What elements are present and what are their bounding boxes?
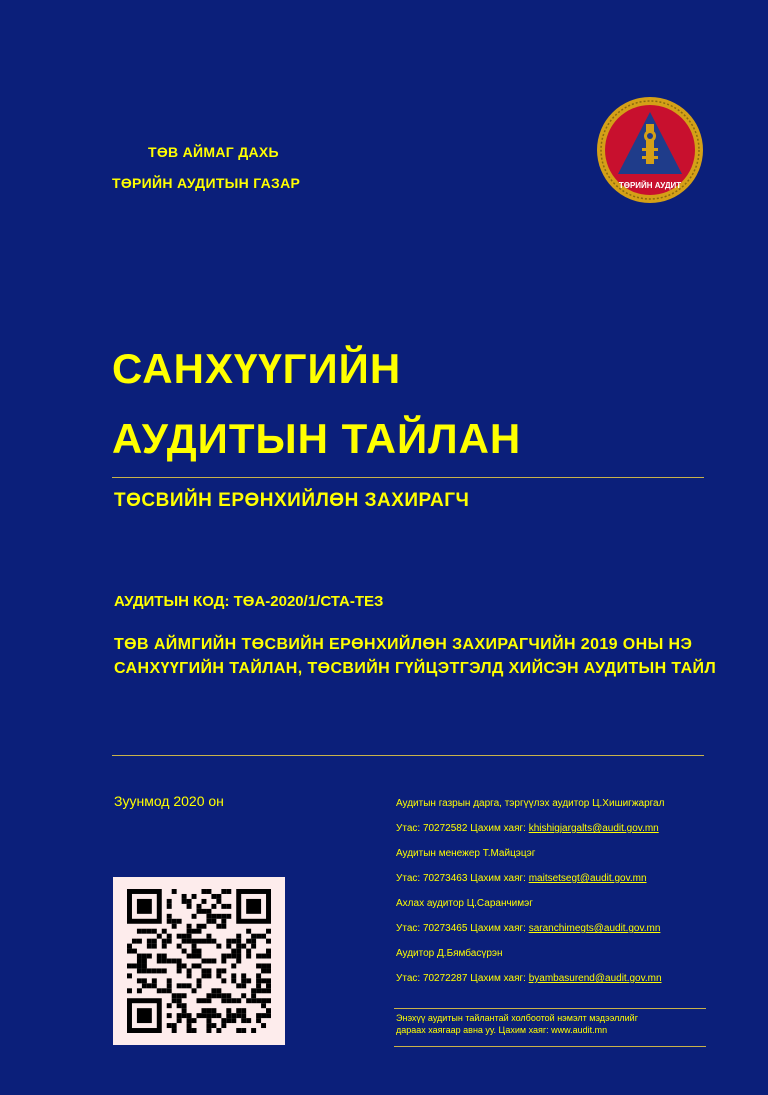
report-subtitle: ТӨСВИЙН ЕРӨНХИЙЛӨН ЗАХИРАГЧ [114,490,470,511]
contact-phone-row [396,872,664,897]
footnote [396,1012,638,1036]
contact-phone: Утас: 70272582 Цахим хаяг: [396,823,529,834]
footnote-line2: дараах хаягаар авна уу. Цахим хаяг: www.audit.mn [396,1025,608,1035]
place-date: Зуунмод 2020 он [114,793,224,809]
footnote-line1: Энэхүү аудитын тайлантай холбоотой нэмэлт мэдээллийг [396,1013,638,1023]
contact-email-link[interactable]: byambasurend@audit.gov.mn [528,973,662,984]
divider [112,755,704,756]
qr-code-icon [127,889,271,1033]
contact-phone: Утас: 70273463 Цахим хаяг: [396,873,529,884]
contact-phone: Утас: 70272287 Цахим хаяг: [396,973,529,984]
report-description-line2: САНХҮҮГИЙН ТАЙЛАН, ТӨСВИЙН ГҮЙЦЭТГЭЛД ХИЙСЭН АУДИТЫН ТАЙЛ [114,660,717,677]
contact-phone: Утас: 70273465 Цахим хаяг: [396,923,529,934]
contact-role: Ахлах аудитор Ц.Саранчимэг [396,898,533,909]
contact-email-link[interactable]: saranchimegts@audit.gov.mn [528,923,661,934]
soyombo-emblem-icon [596,96,704,204]
divider [112,477,704,478]
report-title-line2: АУДИТЫН ТАЙЛАН [112,415,522,462]
contact-role: Аудитын менежер Т.Майцэцэг [396,848,536,859]
contact-email-link[interactable]: khishigjargalts@audit.gov.mn [528,823,659,834]
contact-role: Аудитын газрын дарга, тэргүүлэх аудитор Ц.Хишигжаргал [396,798,665,809]
divider [394,1046,706,1047]
audit-code: АУДИТЫН КОД: ТӨА-2020/1/СТА-ТЕЗ [114,593,384,610]
organization-line1: ТӨВ АЙМАГ ДАХЬ [148,144,279,160]
contact-email-link[interactable]: maitsetsegt@audit.gov.mn [528,873,647,884]
divider [394,1008,706,1009]
organization-line2: ТӨРИЙН АУДИТЫН ГАЗАР [112,175,301,191]
report-title-line1: САНХҮҮГИЙН [112,345,402,392]
contact-phone-row [396,972,664,997]
qr-code [113,877,285,1045]
logo-text: ТӨРИЙН АУДИТ [618,181,682,190]
contact-phone-row [396,822,664,847]
contact-phone-row [396,922,664,947]
contact-role: Аудитор Д.Бямбасүрэн [396,948,503,959]
report-description-line1: ТӨВ АЙМГИЙН ТӨСВИЙН ЕРӨНХИЙЛӨН ЗАХИРАГЧИЙН 2019 ОНЫ НЭ [114,636,693,653]
contact-list [396,797,664,997]
